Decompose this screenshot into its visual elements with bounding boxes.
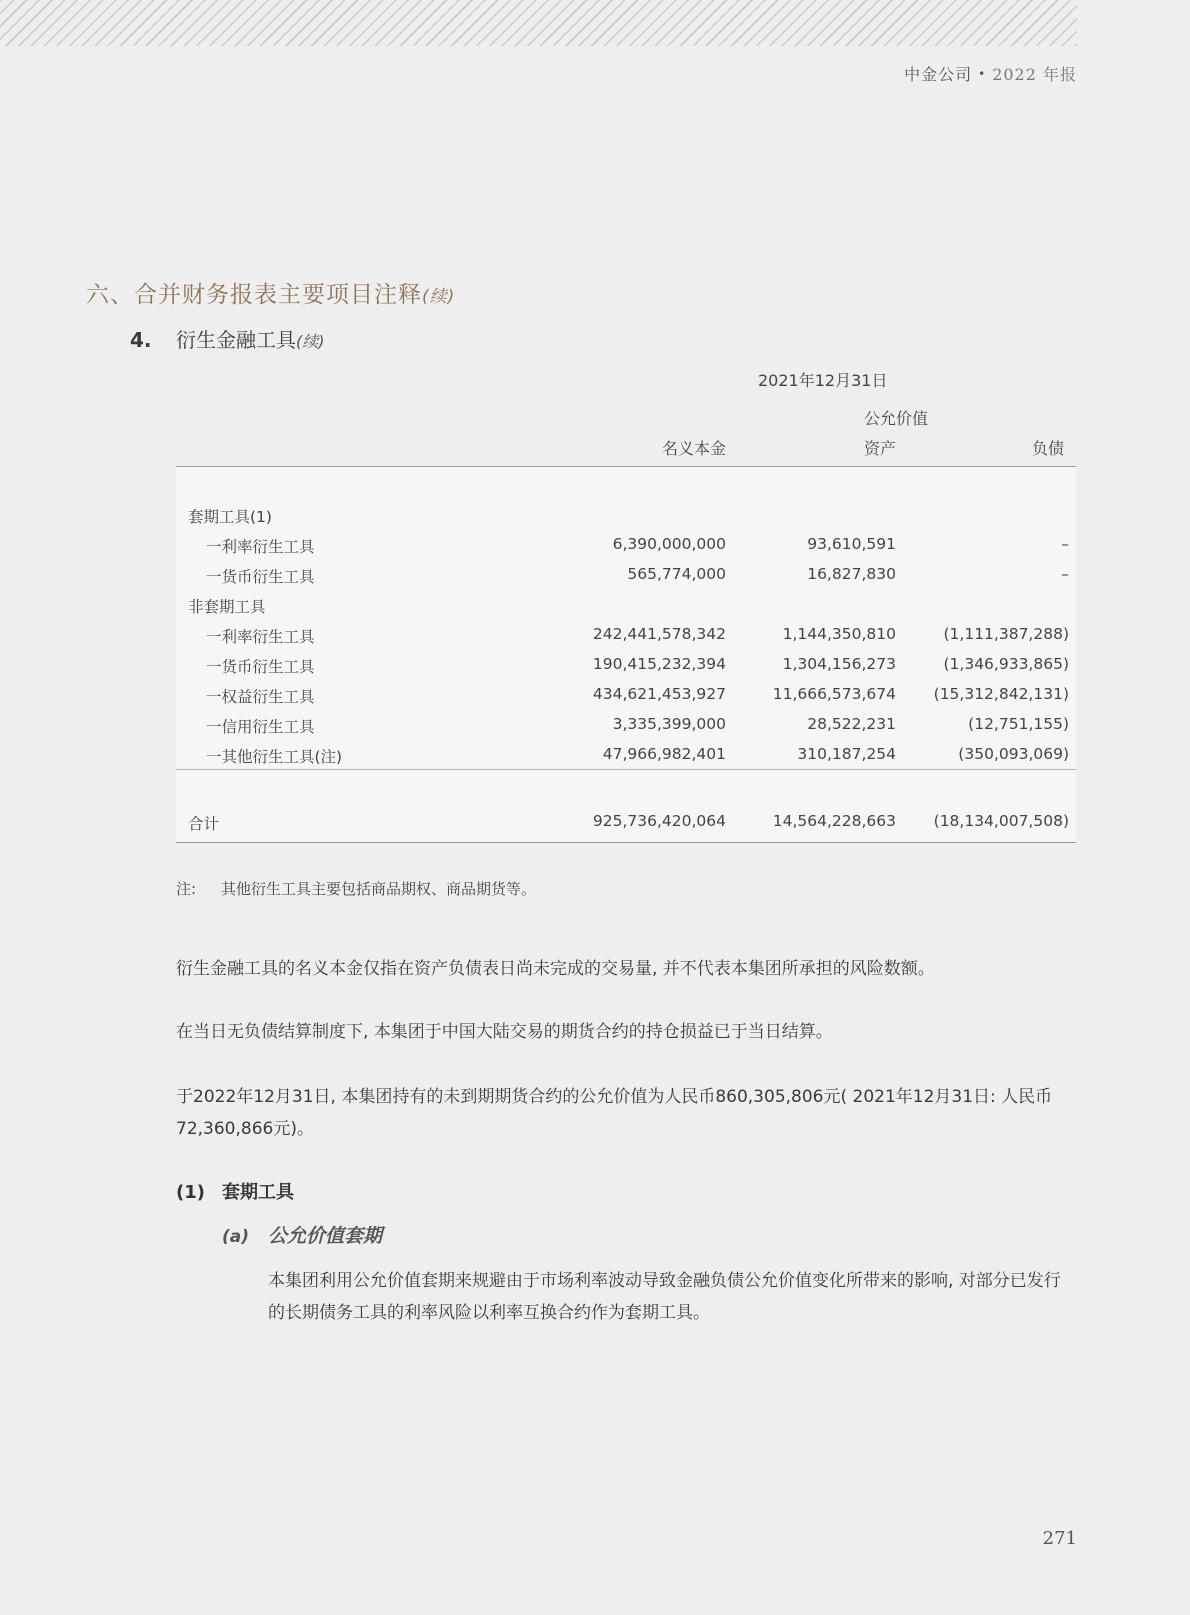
subsection-continued: (续) [296,332,325,351]
cell-liabilities: (350,093,069) [958,745,1069,763]
row-label: 一权益衍生工具 [206,688,315,706]
running-header [904,62,1077,85]
table-row [176,649,1076,679]
table-row [176,499,1076,529]
table-date-header: 2021年12月31日 [758,371,888,390]
note-label: 注: [176,880,197,898]
cell-notional: 565,774,000 [627,565,726,583]
heading-text: 公允价值套期 [268,1225,383,1247]
note-text: 其他衍生工具主要包括商品期权、商品期货等。 [221,880,537,898]
subsection-title-text: 衍生金融工具 [176,328,296,352]
table-bottom-rule [176,842,1076,843]
cell-notional: 190,415,232,394 [592,655,726,673]
cell-assets: 16,827,830 [807,565,896,583]
cell-notional: 434,621,453,927 [592,685,726,703]
section-title-text: 六、合并财务报表主要项目注释 [86,282,422,308]
report-name: 2022 年报 [992,65,1077,84]
table-total-row [176,806,1076,842]
heading-hedging-instruments [176,1178,294,1204]
row-label: 套期工具(1) [188,508,272,526]
cell-notional: 3,335,399,000 [612,715,726,733]
company-name: 中金公司 [904,65,973,84]
cell-liabilities: (12,751,155) [968,715,1069,733]
page-number: 271 [1042,1528,1077,1549]
cell-notional: 242,441,578,342 [592,625,726,643]
cell-liabilities: – [1061,535,1069,553]
table-note [176,878,536,899]
paragraph-notional-explanation: 衍生金融工具的名义本金仅指在资产负债表日尚未完成的交易量, 并不代表本集团所承担的风险数额。 [176,959,935,979]
total-assets: 14,564,228,663 [772,812,896,830]
fair-value-header: 公允价值 [864,409,929,428]
cell-assets: 11,666,573,674 [772,685,896,703]
row-label: 一货币衍生工具 [206,658,315,676]
column-header-notional: 名义本金 [661,439,726,458]
cell-assets: 1,144,350,810 [782,625,896,643]
section-continued: (续) [422,287,456,307]
total-liabilities: (18,134,007,508) [933,812,1069,830]
cell-notional: 47,966,982,401 [602,745,726,763]
table-spacer [176,467,1076,499]
row-label: 一货币衍生工具 [206,568,315,586]
row-label: 非套期工具 [188,598,266,616]
table-row [176,739,1076,769]
heading-number: (1) [176,1182,205,1203]
header-hatch-band [0,0,1077,46]
cell-liabilities: – [1061,565,1069,583]
table-row [176,679,1076,709]
cell-notional: 6,390,000,000 [612,535,726,553]
cell-liabilities: (15,312,842,131) [933,685,1069,703]
heading-fair-value-hedge [222,1221,382,1248]
derivatives-table [176,467,1076,843]
table-subtotal-rule [176,769,1076,806]
paragraph-futures-fair-value: 于2022年12月31日, 本集团持有的未到期期货合约的公允价值为人民币860,305,806元( 2021年12月31日: 人民币72,360,866元)。 [176,1087,1053,1139]
heading-number: (a) [222,1227,250,1247]
row-label: 一利率衍生工具 [206,538,315,556]
table-row [176,709,1076,739]
column-header-assets: 资产 [863,439,896,458]
table-row [176,589,1076,619]
header-separator: • [978,67,987,81]
cell-assets: 1,304,156,273 [782,655,896,673]
cell-assets: 310,187,254 [797,745,896,763]
table-row [176,559,1076,589]
cell-liabilities: (1,111,387,288) [943,625,1069,643]
section-title [86,276,455,309]
column-header-liabilities: 负债 [1031,439,1064,458]
cell-assets: 93,610,591 [807,535,896,553]
heading-text: 套期工具 [222,1182,294,1203]
total-notional: 925,736,420,064 [592,812,726,830]
paragraph-fair-value-hedge: 本集团利用公允价值套期来规避由于市场利率波动导致金融负债公允价值变化所带来的影响, 对部分已发行的长期债务工具的利率风险以利率互换合约作为套期工具。 [268,1271,1061,1323]
cell-liabilities: (1,346,933,865) [943,655,1069,673]
row-label: 一利率衍生工具 [206,628,315,646]
row-label: 一信用衍生工具 [206,718,315,736]
row-label: 一其他衍生工具(注) [206,748,343,766]
subsection-title [130,324,325,353]
total-label: 合计 [188,815,220,833]
table-row [176,619,1076,649]
cell-assets: 28,522,231 [807,715,896,733]
table-row [176,529,1076,559]
subsection-number: 4. [130,328,152,352]
paragraph-settlement: 在当日无负债结算制度下, 本集团于中国大陆交易的期货合约的持仓损益已于当日结算。 [176,1022,833,1042]
